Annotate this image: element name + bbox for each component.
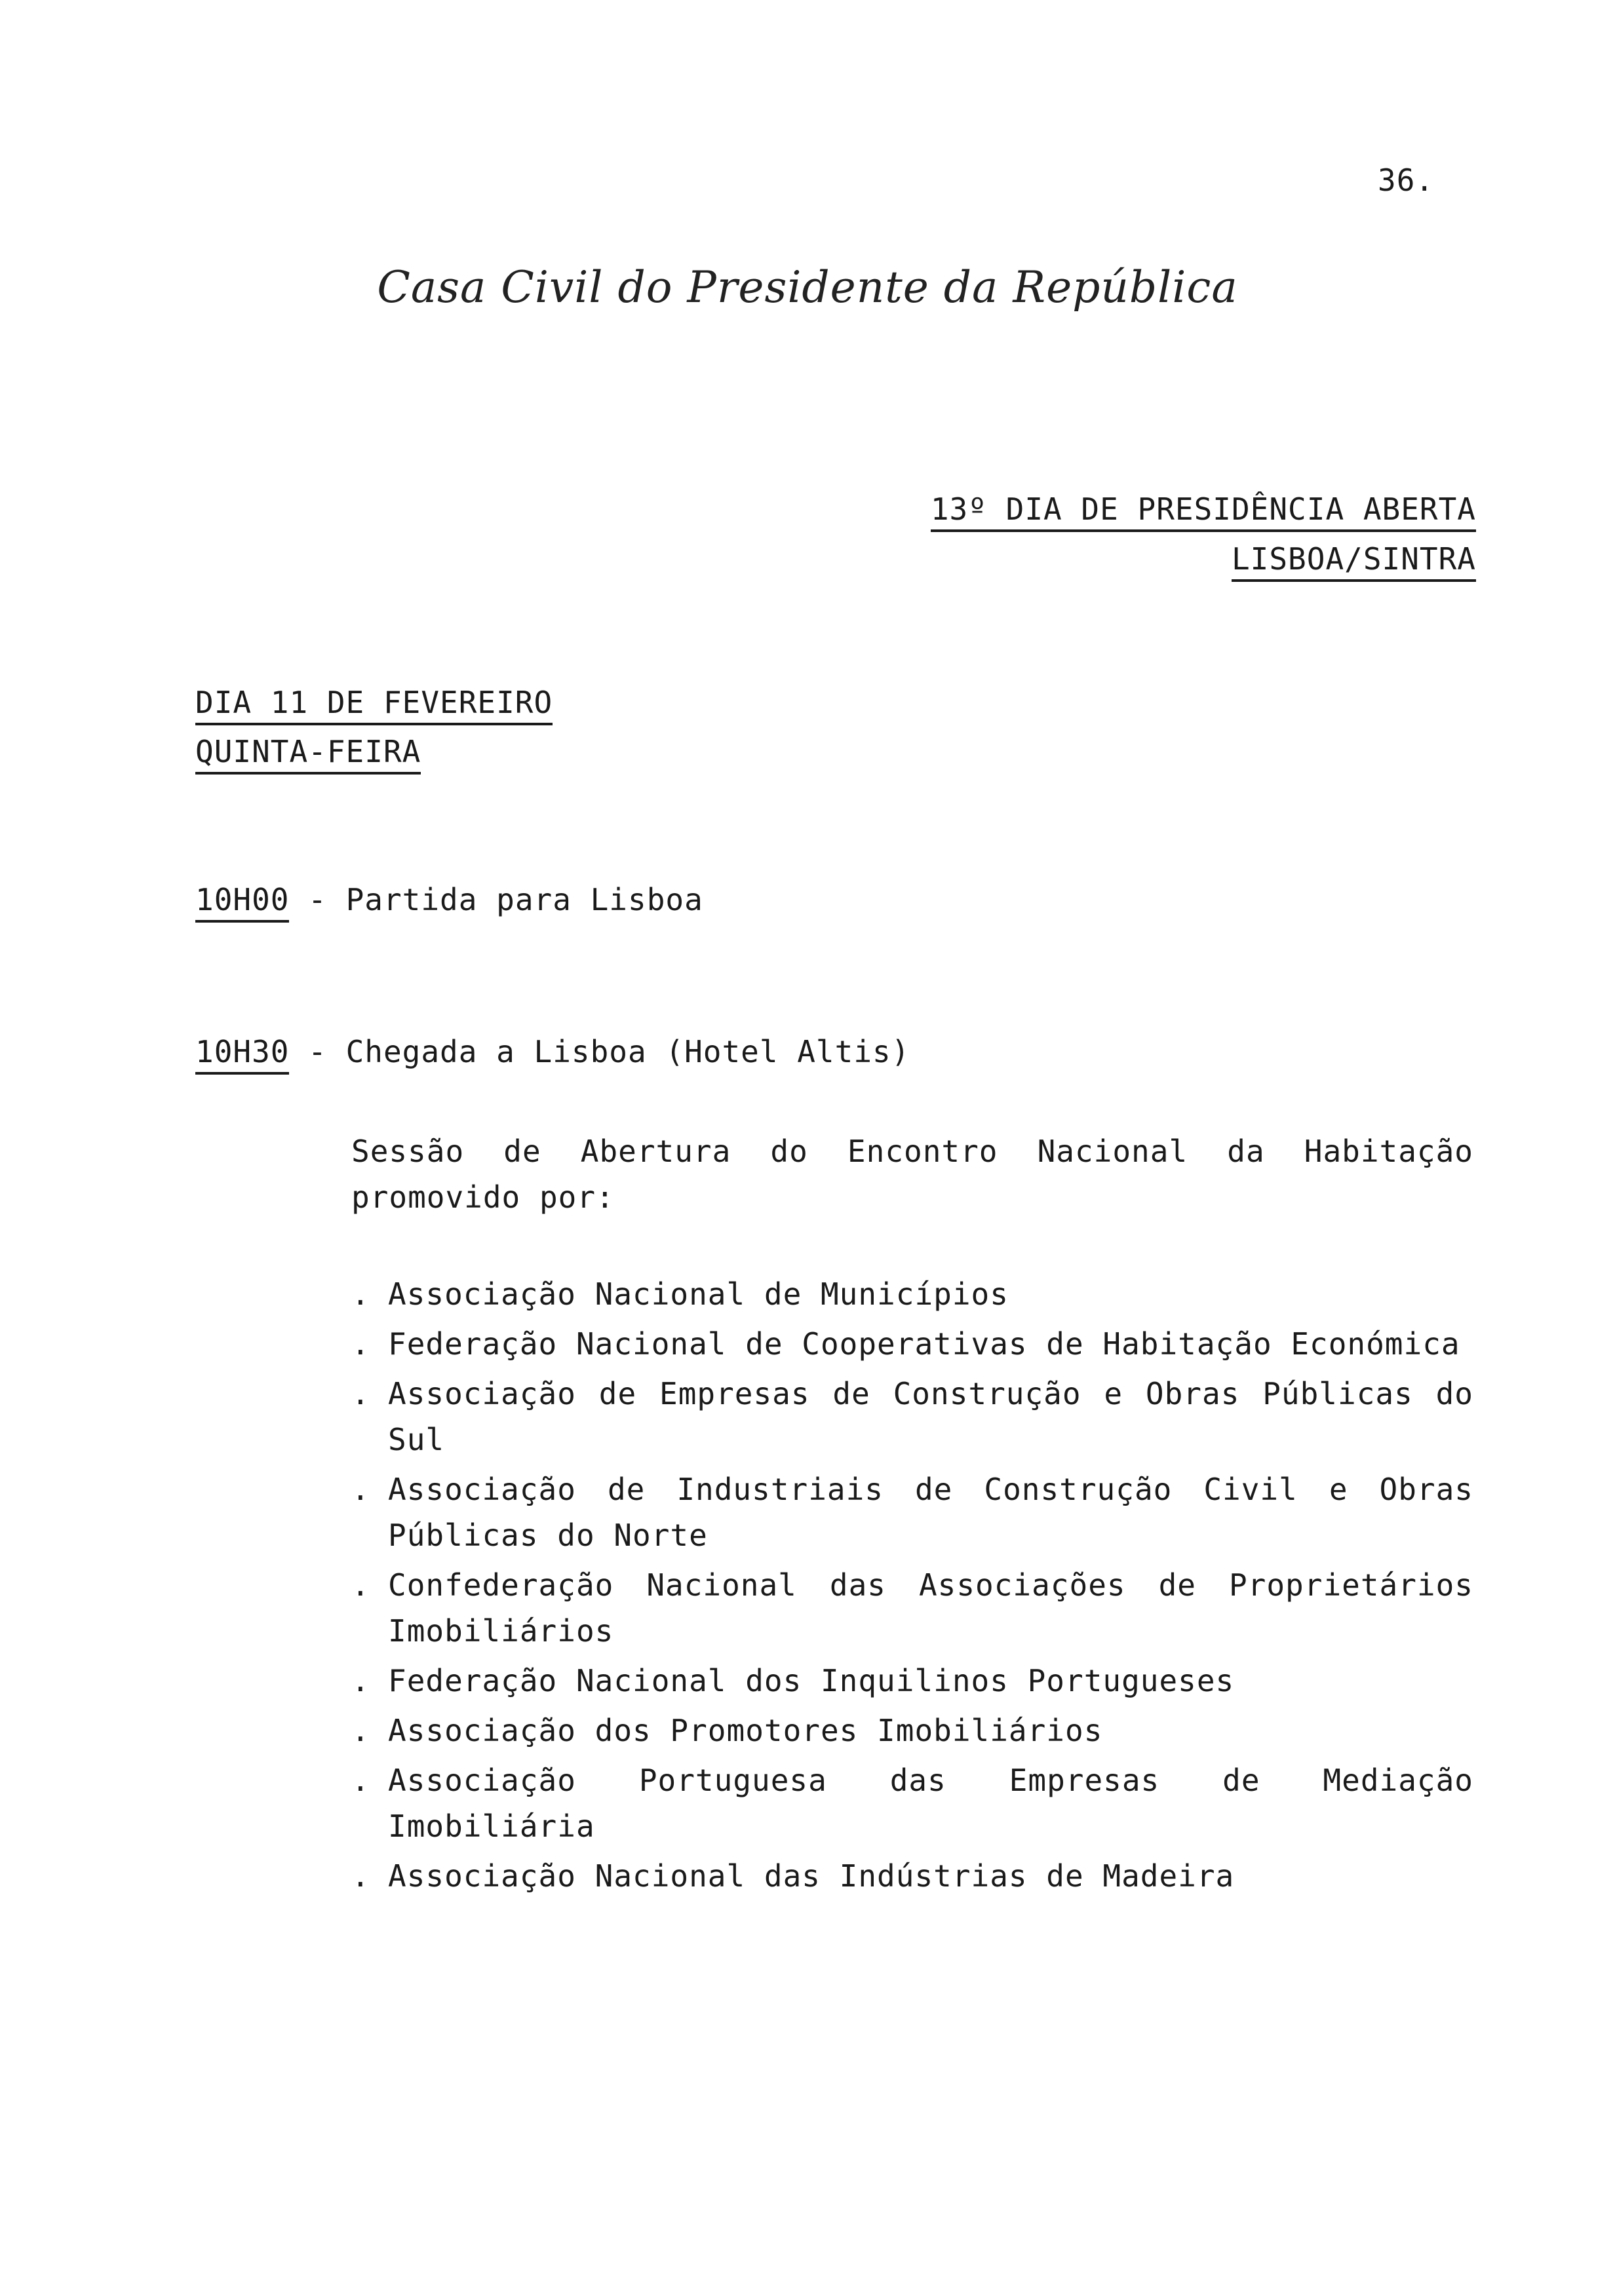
- schedule-entry-2: [195, 1034, 910, 1069]
- organization-name: Associação Portuguesa das Empresas de Mediação Imobiliária: [388, 1763, 1473, 1844]
- schedule-separator: -: [289, 882, 346, 917]
- bullet: .: [351, 1567, 370, 1603]
- list-item: [351, 1466, 1473, 1558]
- date-day: [195, 685, 553, 720]
- organization-name: Federação Nacional de Cooperativas de Habitação Económica: [388, 1326, 1460, 1362]
- list-item: [351, 1757, 1473, 1849]
- session-description: Sessão de Abertura do Encontro Nacional da Habitação promovido por:: [351, 1134, 1473, 1215]
- list-item: [351, 1708, 1473, 1753]
- bullet: .: [351, 1713, 370, 1748]
- event-title-text: 13º DIA DE PRESIDÊNCIA ABERTA: [931, 491, 1476, 532]
- bullet: .: [351, 1376, 370, 1411]
- organization-name: Associação Nacional das Indústrias de Madeira: [388, 1858, 1235, 1894]
- schedule-entry-1: [195, 882, 703, 917]
- organizations-list: [351, 1271, 1473, 1903]
- letterhead: Casa Civil do Presidente da República: [377, 262, 1238, 313]
- bullet: .: [351, 1276, 370, 1312]
- event-title: [931, 491, 1476, 527]
- list-item: [351, 1562, 1473, 1654]
- bullet: .: [351, 1858, 370, 1894]
- organization-name: Associação de Empresas de Construção e Obras Públicas do Sul: [388, 1376, 1473, 1457]
- schedule-text: Chegada a Lisboa (Hotel Altis): [345, 1034, 910, 1069]
- bullet: .: [351, 1663, 370, 1698]
- list-item: [351, 1658, 1473, 1704]
- date-day-text: DIA 11 DE FEVEREIRO: [195, 685, 553, 725]
- organization-name: Federação Nacional dos Inquilinos Portugueses: [388, 1663, 1235, 1698]
- list-item: [351, 1321, 1473, 1367]
- organization-name: Associação Nacional de Municípios: [388, 1276, 1009, 1312]
- schedule-separator: -: [289, 1034, 346, 1069]
- organization-name: Confederação Nacional das Associações de Proprietários Imobiliários: [388, 1567, 1473, 1649]
- organization-name: Associação de Industriais de Construção Civil e Obras Públicas do Norte: [388, 1472, 1473, 1553]
- organization-name: Associação dos Promotores Imobiliários: [388, 1713, 1103, 1748]
- event-location: [1232, 541, 1476, 577]
- bullet: .: [351, 1763, 370, 1798]
- schedule-text: Partida para Lisboa: [345, 882, 703, 917]
- date-weekday: [195, 734, 421, 769]
- schedule-time: 10H00: [195, 882, 289, 923]
- bullet: .: [351, 1326, 370, 1362]
- schedule-time: 10H30: [195, 1034, 289, 1075]
- event-location-text: LISBOA/SINTRA: [1232, 541, 1476, 582]
- date-weekday-text: QUINTA-FEIRA: [195, 734, 421, 775]
- page-number: 36.: [1378, 163, 1435, 198]
- list-item: [351, 1271, 1473, 1317]
- bullet: .: [351, 1472, 370, 1507]
- list-item: [351, 1371, 1473, 1463]
- list-item: [351, 1853, 1473, 1899]
